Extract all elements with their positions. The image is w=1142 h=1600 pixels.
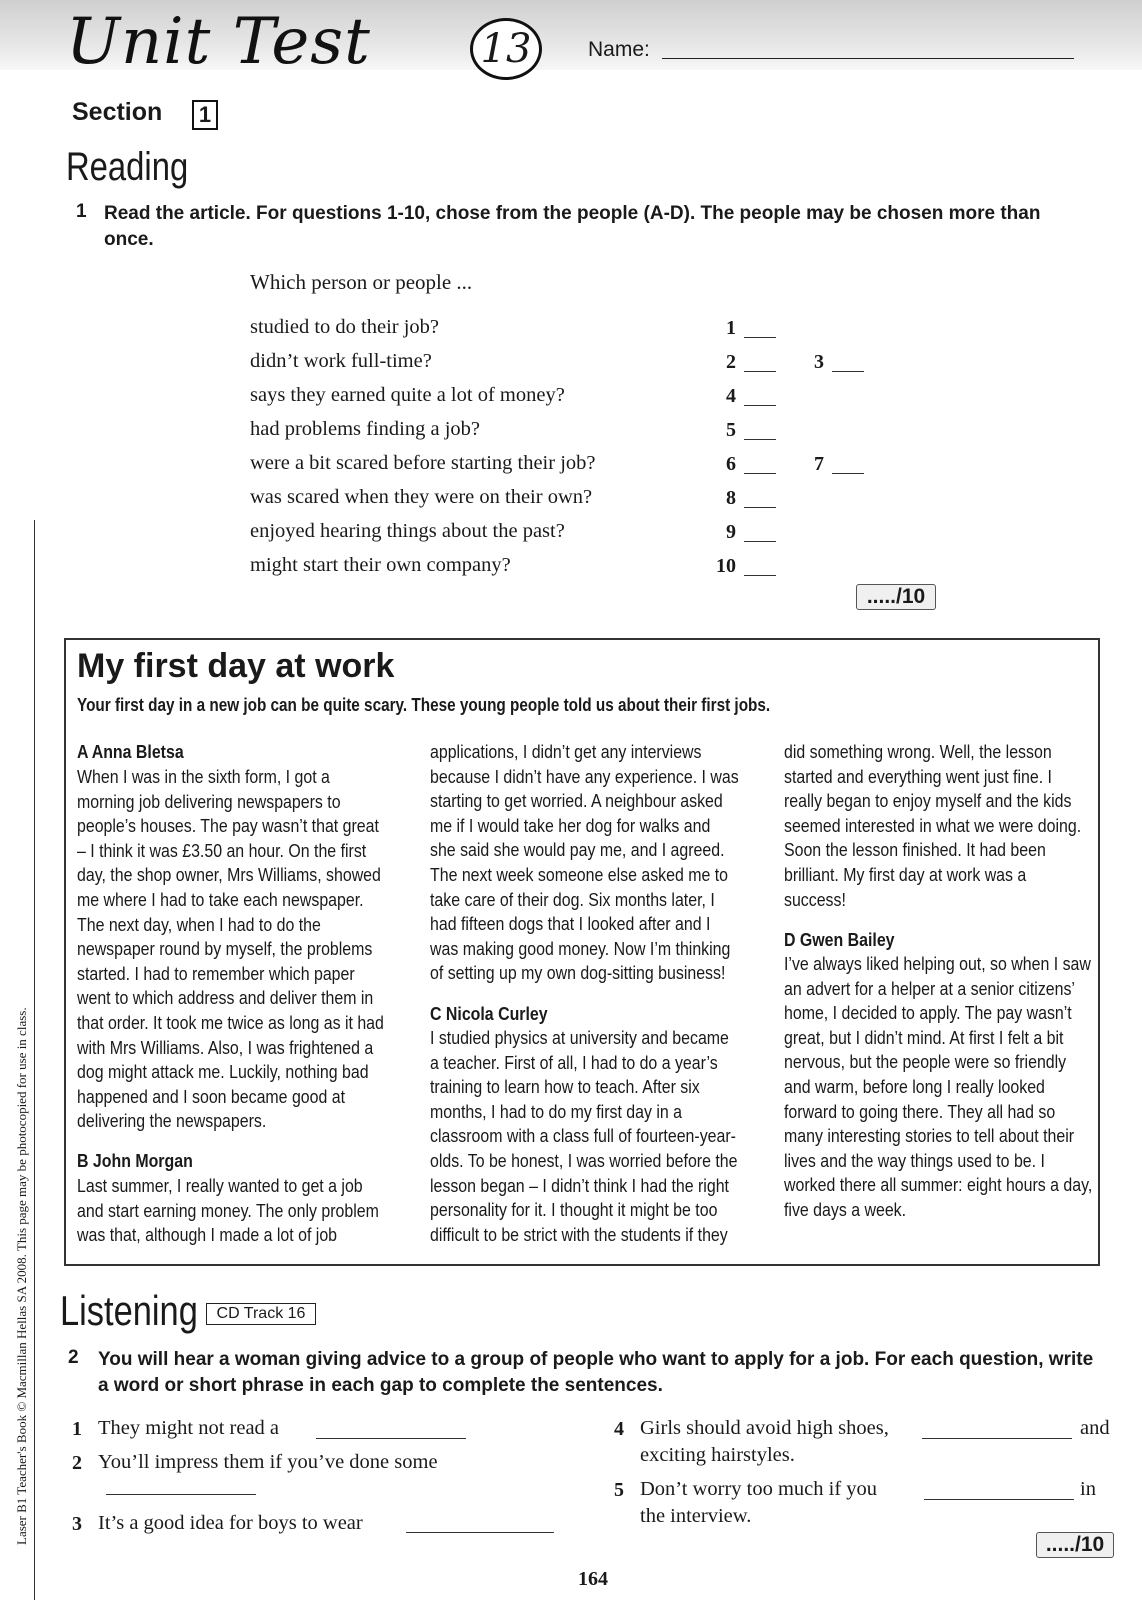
answer-number: 4 xyxy=(726,385,736,407)
listening-q-number: 4 xyxy=(614,1418,624,1440)
listening-q-number: 5 xyxy=(614,1479,624,1501)
question-text: were a bit scared before starting their job? xyxy=(250,452,596,474)
listening-q-text: You’ll impress them if you’ve done some xyxy=(98,1451,438,1473)
question-text: studied to do their job? xyxy=(250,316,440,338)
answer-line[interactable] xyxy=(744,575,776,576)
person-a-heading: A Anna Bletsa xyxy=(77,741,184,762)
person-b-text: Last summer, I really wanted to get a job and start earning money. The only problem was that, although I made a lot of job xyxy=(77,1175,379,1246)
reading-heading: Reading xyxy=(66,145,189,189)
question-text: didn’t work full-time? xyxy=(250,350,432,372)
listening-instruction: You will hear a woman giving advice to a group of people who want to apply for a job. For each question, write a word or short phrase in each gap to complete the sentences. xyxy=(98,1349,1094,1396)
question-text: enjoyed hearing things about the past? xyxy=(250,520,565,542)
person-c-heading: C Nicola Curley xyxy=(430,1003,548,1024)
listening-q-text: Don’t worry too much if you xyxy=(640,1478,878,1500)
listening-task-number: 2 xyxy=(68,1347,79,1368)
name-label: Name: xyxy=(588,38,650,61)
question-text: might start their own company? xyxy=(250,554,511,576)
answer-line[interactable] xyxy=(744,473,776,474)
question-text: was scared when they were on their own? xyxy=(250,486,593,508)
answer-number: 8 xyxy=(726,487,736,509)
answer-line[interactable] xyxy=(744,439,776,440)
listening-q-number: 1 xyxy=(72,1418,82,1440)
answer-line[interactable] xyxy=(744,541,776,542)
section-label: Section xyxy=(72,98,163,126)
person-b-text-continued: applications, I didn’t get any interviews because I didn’t have any experience. I was starting to get worried. A neighbour asked me if I would take her dog for walks and she said she would pay me, and I agreed. The next week someone else asked me to take care of their dog. Six months later, I had fifteen dogs that I looked after and I was making good money. Now I’m thinking of setting up my own dog-sitting business! xyxy=(430,741,739,984)
listening-score-box: ...../10 xyxy=(1036,1532,1114,1558)
reading-instruction: Read the article. For questions 1-10, chose from the people (A-D). The people may be chosen more than once. xyxy=(104,203,1041,250)
answer-number: 9 xyxy=(726,521,736,543)
unit-number-badge: 13 xyxy=(470,18,542,80)
person-c-text: I studied physics at university and became a teacher. First of all, I had to do a year’s training to learn how to teach. After six months, I had to do my first day in a classroom with a class full of fourteen-year- olds. To be honest, I was worried before the lesson began – I didn’t think I had the right personality for it. I thought it might be too difficult to be strict with the students if they xyxy=(430,1027,738,1245)
answer-number: 5 xyxy=(726,419,736,441)
person-d-text: I’ve always liked helping out, so when I saw an advert for a helper at a senior citizens’ home, I decided to apply. The pay wasn’t great, but I didn’t mind. At first I felt a bit nervous, but the people were so friendly and warm, before long I really looked forward to going there. They all had so many interesting stories to tell about their lives and the way things used to be. I worked there all summer: eight hours a day, five days a week. xyxy=(784,953,1093,1220)
answer-line[interactable] xyxy=(832,473,864,474)
listening-q-text: the interview. xyxy=(640,1505,752,1527)
article-subtitle: Your first day in a new job can be quite scary. These young people told us about their first jobs. xyxy=(77,695,771,715)
left-margin-rule xyxy=(34,520,35,1600)
answer-number: 1 xyxy=(726,317,736,339)
question-text: says they earned quite a lot of money? xyxy=(250,384,565,406)
unit-test-title: Unit Test xyxy=(66,5,371,79)
section-number-box: 1 xyxy=(192,100,218,130)
listening-q-number: 2 xyxy=(72,1452,82,1474)
article-title: My first day at work xyxy=(77,647,395,685)
answer-number: 3 xyxy=(814,351,824,373)
person-a-text: When I was in the sixth form, I got a morning job delivering newspapers to people’s houses. The pay wasn’t that great – I think it was £3.50 an hour. On the first day, the shop owner, Mrs Williams, showed me where I had to take each newspaper. The next day, when I had to do the newspaper round by myself, the problems started. I had to remember which paper went to which address and deliver them in that order. It took me twice as long as it had with Mrs Williams. Also, I was frightened a dog might attack me. Luckily, nothing bad happened and I soon became good at delivering the newspapers. xyxy=(77,766,384,1132)
reading-task-number: 1 xyxy=(76,201,87,222)
listening-q-text: Girls should avoid high shoes, xyxy=(640,1417,889,1439)
answer-number: 2 xyxy=(726,351,736,373)
listening-q-text: exciting hairstyles. xyxy=(640,1444,795,1466)
person-d-heading: D Gwen Bailey xyxy=(784,929,895,950)
listening-gap[interactable] xyxy=(106,1494,256,1495)
listening-gap[interactable] xyxy=(316,1438,466,1439)
answer-line[interactable] xyxy=(744,507,776,508)
name-answer-line[interactable] xyxy=(662,58,1074,59)
listening-q-text: They might not read a xyxy=(98,1417,280,1439)
question-text: had problems finding a job? xyxy=(250,418,481,440)
answer-line[interactable] xyxy=(744,371,776,372)
answer-line[interactable] xyxy=(832,371,864,372)
page-number: 164 xyxy=(578,1568,608,1590)
cd-track-label: CD Track 16 xyxy=(206,1303,316,1325)
listening-gap[interactable] xyxy=(406,1532,554,1533)
answer-number: 10 xyxy=(716,555,736,577)
listening-q-text: in xyxy=(1080,1478,1096,1500)
listening-gap[interactable] xyxy=(924,1499,1074,1500)
questions-lead: Which person or people ... xyxy=(250,270,473,294)
listening-heading: Listening xyxy=(60,1287,198,1334)
copyright-side-note: Laser B1 Teacher's Book © Macmillan Hellas SA 2008. This page may be photocopied for use in class. xyxy=(14,1007,29,1545)
listening-q-text: It’s a good idea for boys to wear xyxy=(98,1512,363,1534)
answer-number: 6 xyxy=(726,453,736,475)
listening-q-number: 3 xyxy=(72,1513,82,1535)
person-c-text-continued: did something wrong. Well, the lesson started and everything went just fine. I really began to enjoy myself and the kids seemed interested in what we were doing. Soon the lesson finished. It had been brilliant. My first day at work was a success! xyxy=(784,741,1082,910)
answer-number: 7 xyxy=(814,453,824,475)
reading-score-box: ...../10 xyxy=(856,584,936,610)
person-b-heading: B John Morgan xyxy=(77,1150,193,1171)
listening-gap[interactable] xyxy=(922,1438,1072,1439)
answer-line[interactable] xyxy=(744,337,776,338)
answer-line[interactable] xyxy=(744,405,776,406)
listening-q-text: and xyxy=(1080,1417,1110,1439)
